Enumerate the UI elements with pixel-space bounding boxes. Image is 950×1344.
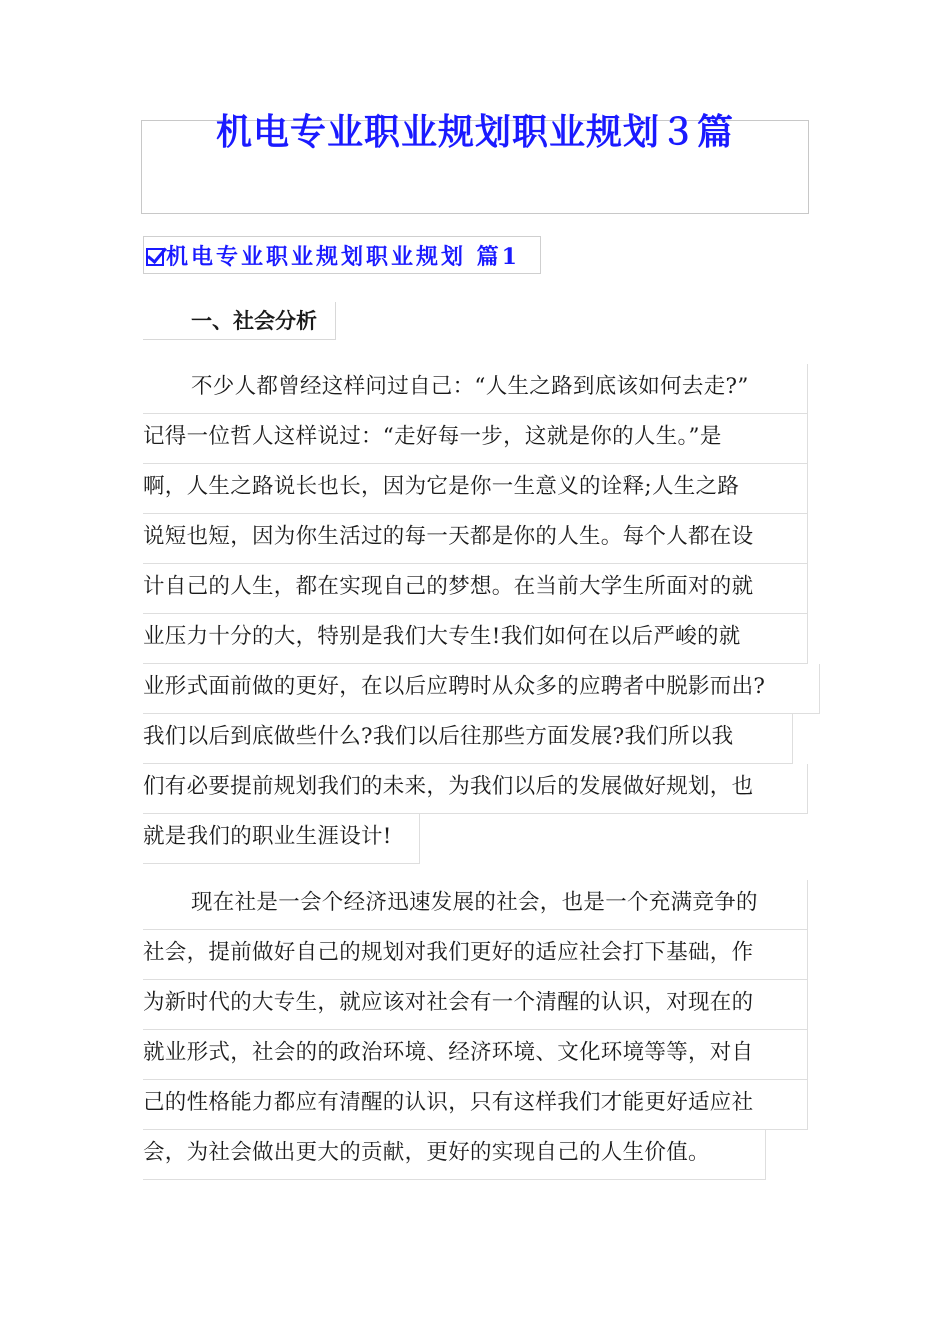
text-line: 不少人都曾经这样问过自己：“人生之路到底该如何去走?” (143, 364, 808, 414)
subheading: 一、社会分析 (143, 302, 336, 340)
text-line: 我们以后到底做些什么?我们以后往那些方面发展?我们所以我 (143, 714, 793, 764)
section-heading (143, 236, 541, 274)
text-line: 记得一位哲人这样说过：“走好每一步，这就是你的人生。”是 (143, 414, 808, 464)
text-line: 说短也短，因为你生活过的每一天都是你的人生。每个人都在设 (143, 514, 808, 564)
text-line: 社会，提前做好自己的规划对我们更好的适应社会打下基础，作 (143, 930, 808, 980)
text-line: 就是我们的职业生涯设计! (143, 814, 420, 864)
paragraph-1 (143, 364, 808, 864)
section-heading-text: 机电专业职业规划职业规划 篇1 (166, 243, 520, 270)
text-line: 啊，人生之路说长也长，因为它是你一生意义的诠释;人生之路 (143, 464, 808, 514)
paragraph-2 (143, 880, 808, 1180)
text-line: 计自己的人生，都在实现自己的梦想。在当前大学生所面对的就 (143, 564, 808, 614)
text-line: 为新时代的大专生，就应该对社会有一个清醒的认识，对现在的 (143, 980, 808, 1030)
text-line: 会，为社会做出更大的贡献，更好的实现自己的人生价值。 (143, 1130, 766, 1180)
text-line: 业压力十分的大，特别是我们大专生!我们如何在以后严峻的就 (143, 614, 808, 664)
document-title: 机电专业职业规划职业规划３篇 (215, 111, 734, 153)
text-line: 己的性格能力都应有清醒的认识，只有这样我们才能更好适应社 (143, 1080, 808, 1130)
text-line: 们有必要提前规划我们的未来，为我们以后的发展做好规划，也 (143, 764, 808, 814)
checkbox-icon (146, 248, 164, 266)
text-line: 业形式面前做的更好，在以后应聘时从众多的应聘者中脱影而出? (143, 664, 820, 714)
text-line: 就业形式，社会的的政治环境、经济环境、文化环境等等，对自 (143, 1030, 808, 1080)
text-line: 现在社是一会个经济迅速发展的社会，也是一个充满竞争的 (143, 880, 808, 930)
